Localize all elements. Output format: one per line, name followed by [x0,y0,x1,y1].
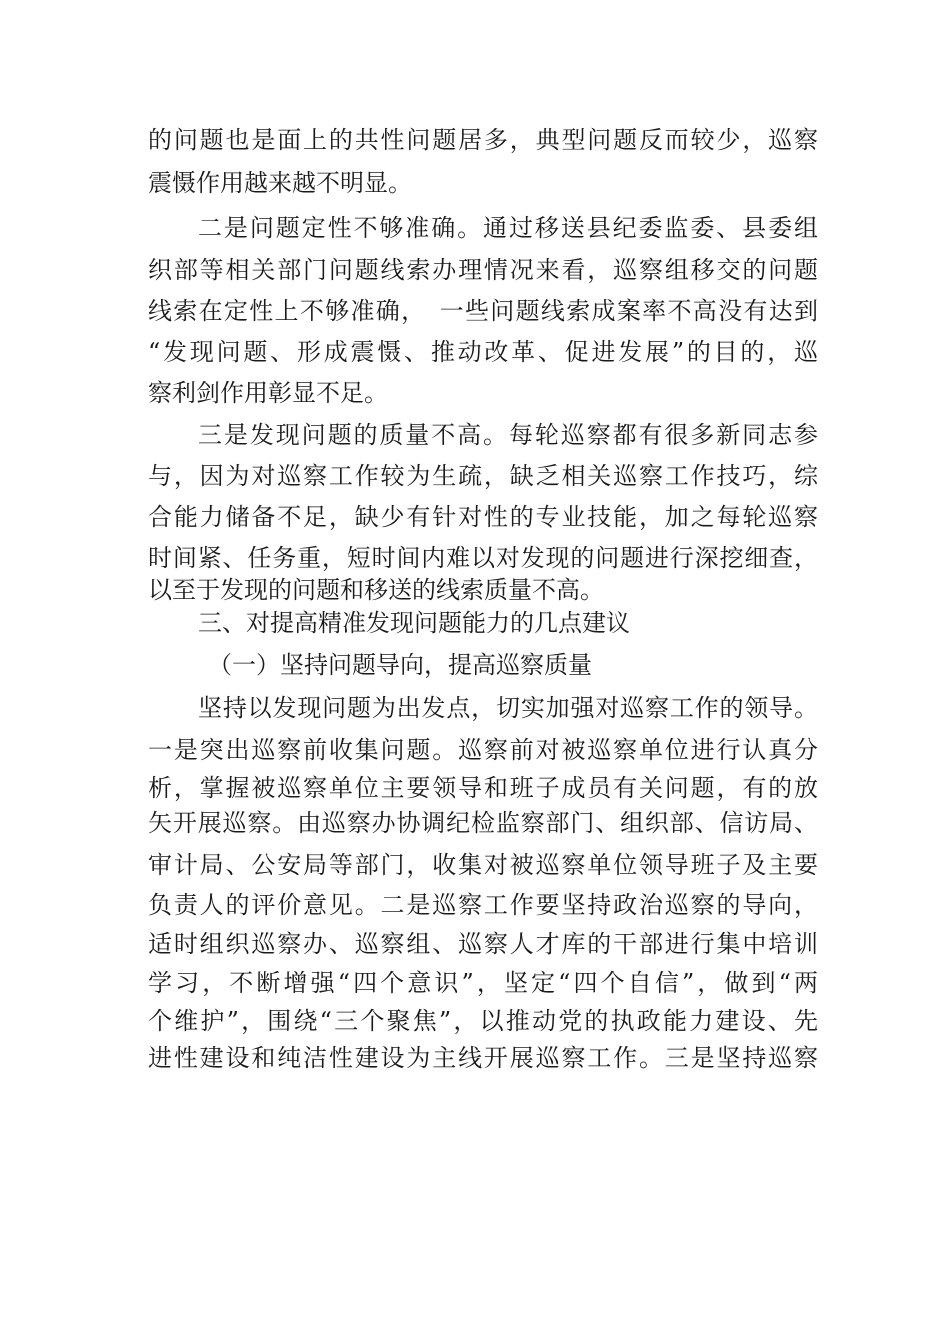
text-line: 以至于发现的问题和移送的线索质量不高。 [148,576,604,604]
text-line: 与，因为对巡察工作较为生疏，缺乏相关巡察工作技巧，综 [148,462,818,490]
text-line: 矢开展巡察。由巡察办协调纪检监察部门、组织部、信访局、 [148,809,818,837]
text-line: 线索在定性上不够准确， 一些问题线索成案率不高没有达到 [148,297,818,325]
text-line: 的问题也是面上的共性问题居多，典型问题反而较少，巡察 [148,126,818,154]
paragraph-heading-line: 二是问题定性不够准确。通过移送县纪委监委、县委组 [198,214,818,242]
text-line: 适时组织巡察办、巡察组、巡察人才库的干部进行集中培训 [148,930,818,958]
section-heading: 三、对提高精准发现问题能力的几点建议 [198,609,630,637]
subsection-heading: （一）坚持问题导向，提高巡察质量 [208,651,592,679]
text-line: 负责人的评价意见。二是巡察工作要坚持政治巡察的导向， [148,891,818,919]
text-line: 审计局、公安局等部门，收集对被巡察单位领导班子及主要 [148,851,818,879]
text-line: 织部等相关部门问题线索办理情况来看，巡察组移交的问题 [148,256,818,284]
text-line: 析，掌握被巡察单位主要领导和班子成员有关问题，有的放 [148,774,818,802]
text-line: 学习，不断增强“四个意识”，坚定“四个自信”，做到“两 [148,969,818,997]
text-line: 一是突出巡察前收集问题。巡察前对被巡察单位进行认真分 [148,736,818,764]
text-line: 合能力储备不足，缺少有针对性的专业技能，加之每轮巡察 [148,503,818,531]
text-line: “发现问题、形成震慑、推动改革、促进发展”的目的，巡 [148,338,818,366]
text-line: 个维护”，围绕“三个聚焦”，以推动党的执政能力建设、先 [148,1007,818,1035]
text-line: 察利剑作用彰显不足。 [148,379,388,407]
text-line: 进性建设和纯洁性建设为主线开展巡察工作。三是坚持巡察 [148,1044,818,1072]
text-line: 震慑作用越来越不明显。 [148,169,412,197]
paragraph-heading-line: 三是发现问题的质量不高。每轮巡察都有很多新同志参 [198,421,818,449]
paragraph-heading-line: 坚持以发现问题为出发点，切实加强对巡察工作的领导。 [198,694,818,722]
text-line: 时间紧、任务重，短时间内难以对发现的问题进行深挖细查， [148,544,818,572]
